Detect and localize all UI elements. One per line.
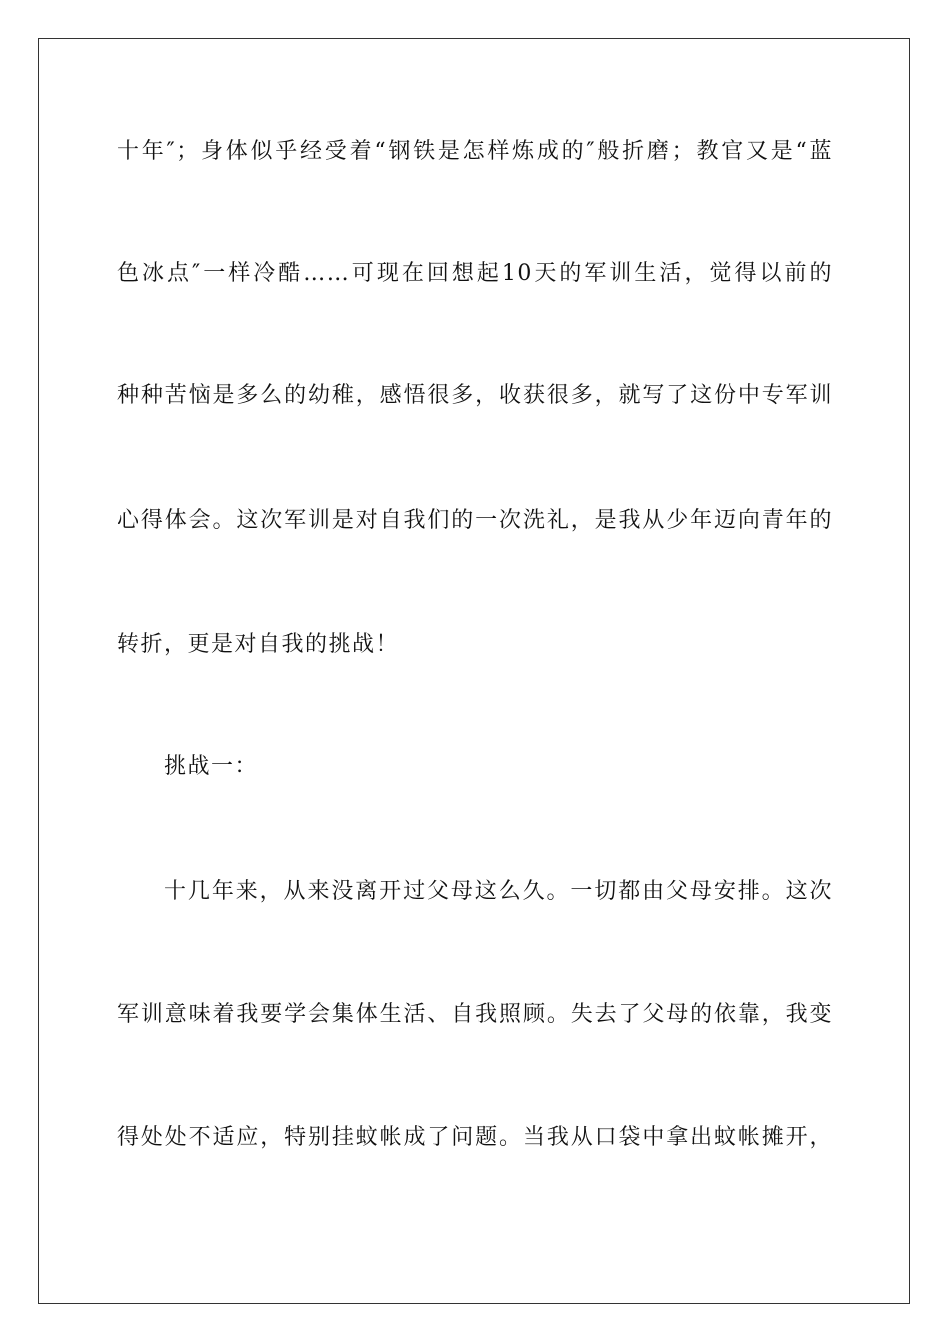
paragraph-line: 得处处不适应，特别挂蚊帐成了问题。当我从口袋中拿出蚊帐摊开， [117, 1125, 833, 1150]
paragraph-line: 心得体会。这次军训是对自我们的一次洗礼，是我从少年迈向青年的 [117, 508, 833, 533]
paragraph-line: 十几年来，从来没离开过父母这么久。一切都由父母安排。这次 [164, 879, 833, 904]
paragraph-line: 转折，更是对自我的挑战！ [117, 632, 400, 657]
paragraph-line: 种种苦恼是多么的幼稚，感悟很多，收获很多，就写了这份中专军训 [117, 383, 833, 408]
paragraph-line: 十年″；身体似乎经受着“钢铁是怎样炼成的″般折磨；教官又是“蓝 [117, 139, 833, 164]
page-border [38, 38, 910, 1304]
paragraph-line: 军训意味着我要学会集体生活、自我照顾。失去了父母的依靠，我变 [117, 1002, 833, 1027]
section-heading: 挑战一： [164, 754, 259, 779]
paragraph-line: 色冰点″一样冷酷……可现在回想起10天的军训生活，觉得以前的 [117, 261, 833, 286]
